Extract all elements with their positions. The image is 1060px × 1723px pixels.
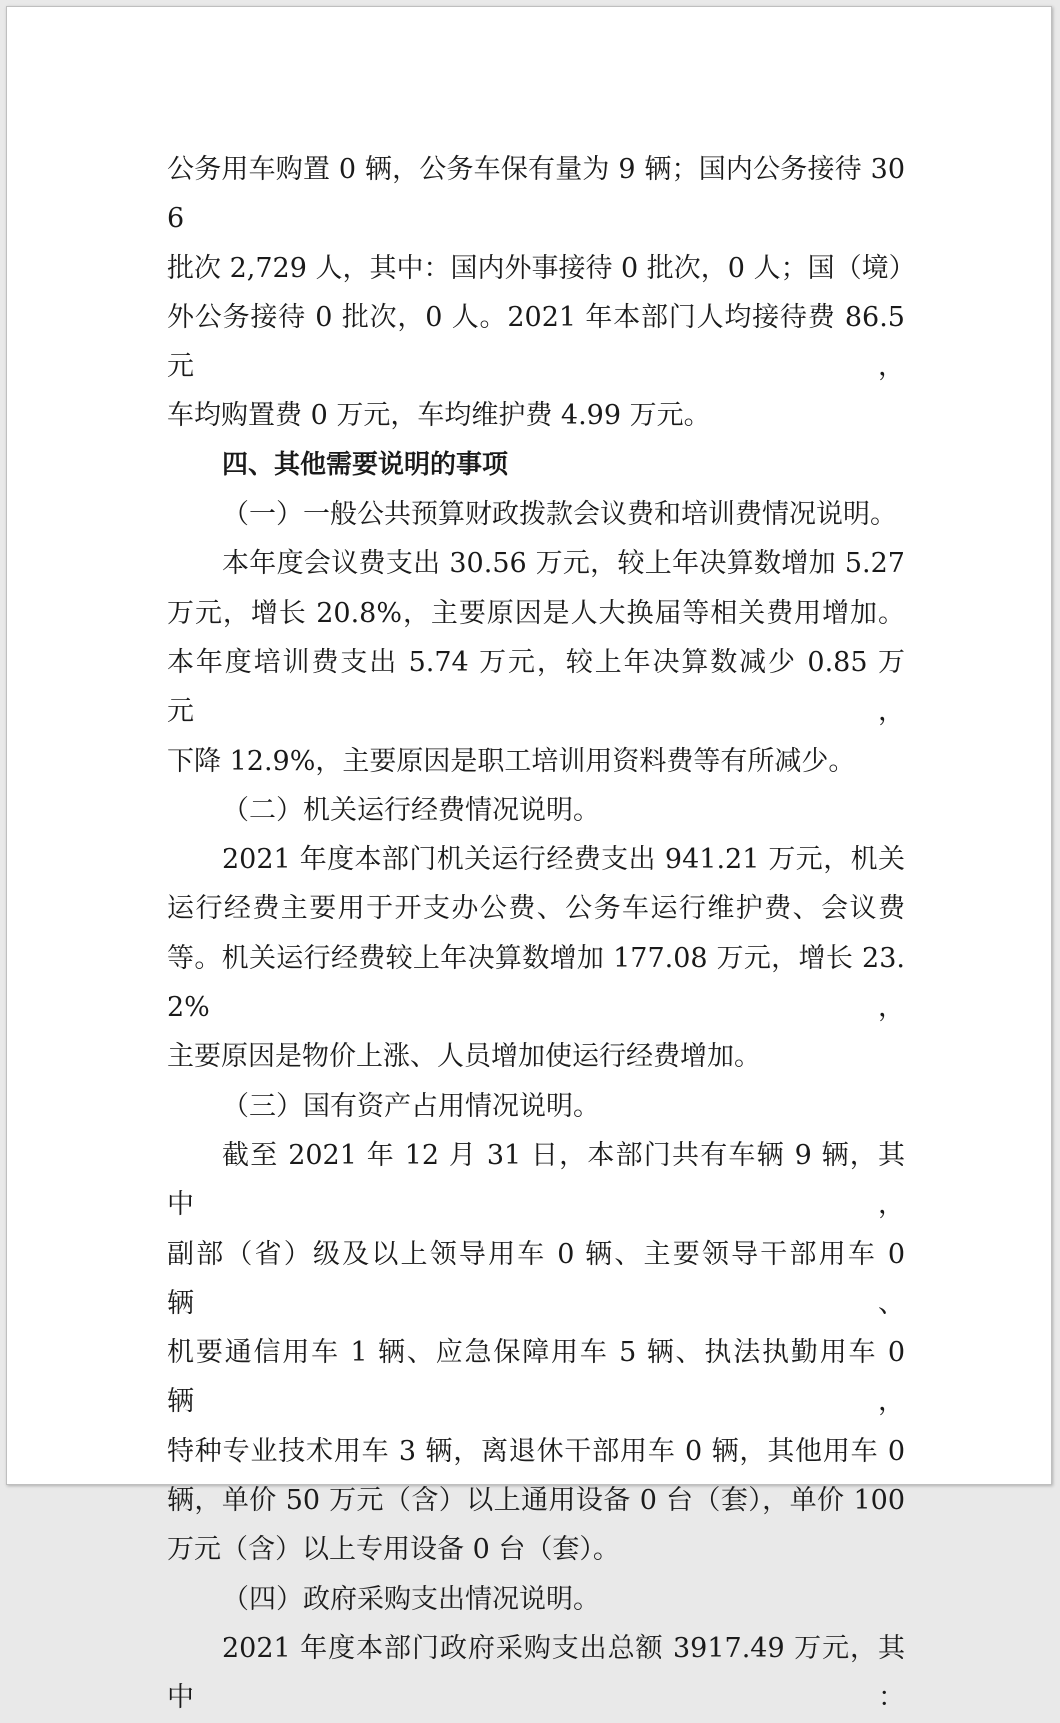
paragraph-line: 辆，单价 50 万元（含）以上通用设备 0 台（套），单价 100 [167,1485,905,1517]
paragraph-line: 特种专业技术用车 3 辆，离退休干部用车 0 辆，其他用车 0 [167,1435,905,1467]
paragraph-line: 下降 12.9%，主要原因是职工培训用资料费等有所减少。 [167,745,856,777]
paragraph-line: 本年度培训费支出 5.74 万元，较上年决算数减少 0.85 万元， [167,646,905,728]
paragraph-line: 主要原因是物价上涨、人员增加使运行经费增加。 [167,1041,761,1073]
paragraph-line: 车均购置费 0 万元，车均维护费 4.99 万元。 [167,400,711,432]
paragraph-line: 批次 2,729 人，其中：国内外事接待 0 批次，0 人；国（境） [167,252,916,284]
sub-heading: （二）机关运行经费情况说明。 [222,794,600,826]
paragraph-line: 万元，增长 20.8%，主要原因是人大换届等相关费用增加。 [167,597,905,629]
paragraph-line: 万元（含）以上专用设备 0 台（套）。 [167,1534,620,1566]
section-heading: 四、其他需要说明的事项 [222,449,509,480]
paragraph-line: 截至 2021 年 12 月 31 日，本部门共有车辆 9 辆，其中， [167,1139,905,1221]
paragraph-line: 本年度会议费支出 30.56 万元，较上年决算数增加 5.27 [222,548,905,580]
paragraph-line: 机要通信用车 1 辆、应急保障用车 5 辆、执法执勤用车 0 辆， [167,1337,905,1418]
sub-heading: （三）国有资产占用情况说明。 [222,1090,600,1122]
document-body [167,145,916,1723]
paragraph-line: 运行经费主要用于开支办公费、公务车运行维护费、会议费 [167,893,905,925]
paragraph-line: 外公务接待 0 批次，0 人。2021 年本部门人均接待费 86.5 元， [167,301,905,383]
paragraph-line: 公务用车购置 0 辆，公务车保有量为 9 辆；国内公务接待 306 [167,154,905,235]
document-page [6,6,1052,1714]
paragraph-line: 2021 年度本部门机关运行经费支出 941.21 万元，机关 [222,844,905,876]
paragraph-line: 副部（省）级及以上领导用车 0 辆、主要领导干部用车 0 辆、 [167,1238,905,1319]
sub-heading: （四）政府采购支出情况说明。 [222,1583,600,1615]
paragraph-line: 等。机关运行经费较上年决算数增加 177.08 万元，增长 23.2%， [167,942,905,1024]
sub-heading: （一）一般公共预算财政拨款会议费和培训费情况说明。 [222,499,897,531]
paragraph-line: 2021 年度本部门政府采购支出总额 3917.49 万元，其中： [167,1632,905,1714]
